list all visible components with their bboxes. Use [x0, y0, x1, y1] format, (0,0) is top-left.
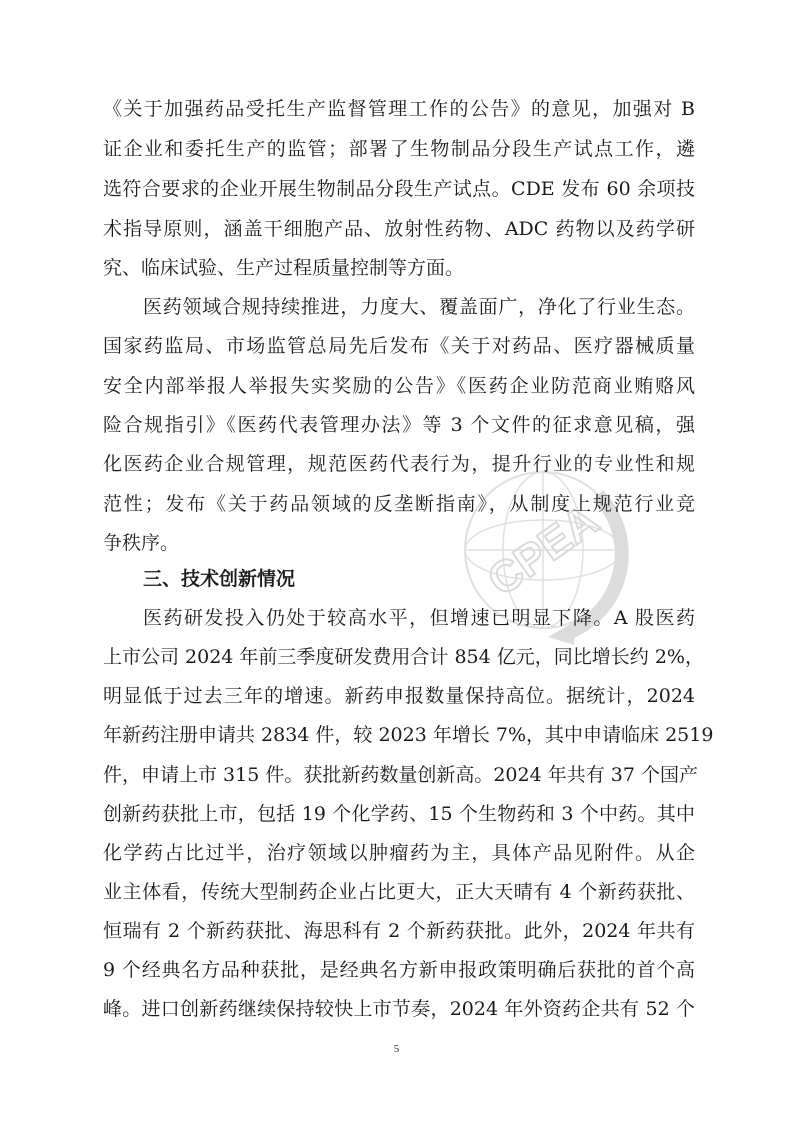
text-line: 医药研发投入仍处于较高水平，但增速已明显下降。A 股医药	[143, 607, 695, 629]
text-line: 险合规指引》《医药代表管理办法》等 3 个文件的征求意见稿，强	[103, 414, 695, 436]
text-line: 究、临床试验、生产过程质量控制等方面。	[103, 257, 465, 279]
text-line: 争秩序。	[103, 532, 180, 554]
text-line: 上市公司 2024 年前三季度研发费用合计 854 亿元，同比增长约 2%，	[103, 646, 704, 668]
text-line: 国家药监局、市场监管总局先后发布《关于对药品、医疗器械质量	[103, 335, 695, 357]
text-line: 恒瑞有 2 个新药获批、海思科有 2 个新药获批。此外，2024 年共有	[103, 920, 695, 942]
text-line: 年新药注册申请共 2834 件，较 2023 年增长 7%，其中申请临床 2519	[103, 724, 714, 746]
text-line: 9 个经典名方品种获批，是经典名方新申报政策明确后获批的首个高	[103, 959, 695, 981]
text-line: 安全内部举报人举报失实奖励的公告》《医药企业防范商业贿赂风	[103, 375, 695, 397]
text-line: 《关于加强药品受托生产监督管理工作的公告》的意见，加强对 B	[103, 98, 695, 120]
page-number: 5	[393, 1043, 400, 1055]
text-line: 件，申请上市 315 件。获批新药数量创新高。2024 年共有 37 个国产	[103, 764, 698, 786]
text-line: 证企业和委托生产的监管；部署了生物制品分段生产试点工作，遴	[103, 138, 695, 160]
svg-text:CPEA: CPEA	[479, 495, 608, 606]
text-line: 医药领域合规持续推进，力度大、覆盖面广，净化了行业生态。	[143, 296, 695, 318]
text-line: 业主体看，传统大型制药企业占比更大，正大天晴有 4 个新药获批、	[103, 881, 695, 903]
text-line: 峰。进口创新药继续保持较快上市节奏，2024 年外资药企共有 52 个	[103, 998, 695, 1020]
text-line: 明显低于过去三年的增速。新药申报数量保持高位。据统计，2024	[103, 685, 695, 707]
text-line: 范性；发布《关于药品领域的反垄断指南》，从制度上规范行业竞	[103, 493, 695, 515]
text-line: 化学药占比过半，治疗领域以肿瘤药为主，具体产品见附件。从企	[103, 842, 695, 864]
text-line: 创新药获批上市，包括 19 个化学药、15 个生物药和 3 个中药。其中	[103, 803, 695, 825]
section-heading: 三、技术创新情况	[143, 568, 296, 590]
text-line: 术指导原则，涵盖干细胞产品、放射性药物、ADC 药物以及药学研	[103, 218, 695, 240]
text-line: 选符合要求的企业开展生物制品分段生产试点。CDE 发布 60 余项技	[103, 178, 695, 200]
text-line: 化医药企业合规管理，规范医药代表行为，提升行业的专业性和规	[103, 453, 695, 475]
